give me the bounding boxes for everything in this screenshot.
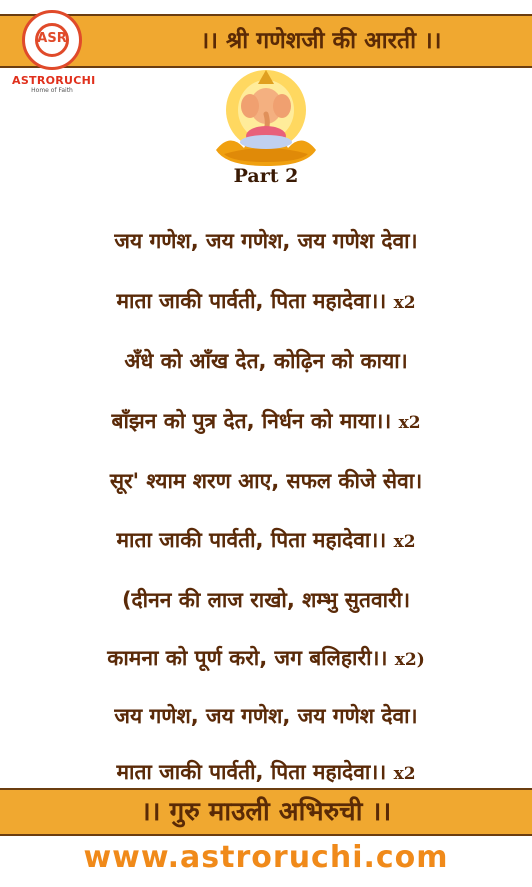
verse-line: [0, 407, 532, 435]
page-title: ।। श्री गणेशजी की आरती ।।: [200, 28, 442, 54]
verse-text: अँधे को आँख देत, कोढ़िन को काया।: [124, 349, 408, 373]
verse-text: कामना को पूर्ण करो, जग बलिहारी।।: [107, 646, 388, 670]
footer-banner: ।। गुरु माउली अभिरुची ।।: [0, 788, 532, 836]
logo-emblem-icon: [22, 10, 82, 70]
verse-line: [0, 586, 532, 614]
verse-line: [0, 347, 532, 375]
verse-line: [0, 526, 532, 554]
verse-line: [0, 287, 532, 315]
logo-tagline: Home of Faith: [31, 87, 73, 94]
verse-text: सूर' श्याम शरण आए, सफल कीजे सेवा।: [109, 469, 423, 493]
verse-text: माता जाकी पार्वती, पिता महादेवा।।: [116, 289, 387, 313]
logo-monogram: ASR: [37, 31, 67, 46]
verse-line: [0, 702, 532, 730]
verse-text: (दीनन की लाज राखो, शम्भु सुतवारी।: [121, 588, 411, 612]
ganesh-idol-icon: [210, 62, 322, 170]
repeat-marker: x2: [393, 293, 416, 313]
verse-line: [0, 758, 532, 786]
verse-text: जय गणेश, जय गणेश, जय गणेश देवा।: [114, 704, 418, 728]
verse-line: [0, 227, 532, 255]
repeat-marker: x2: [393, 764, 416, 784]
astroruchi-logo[interactable]: [12, 10, 96, 110]
repeat-marker: x2): [394, 650, 425, 670]
logo-name: ASTRORUCHI: [12, 74, 96, 87]
website-link[interactable]: www.astroruchi.com: [83, 840, 449, 875]
verse-text: माता जाकी पार्वती, पिता महादेवा।।: [116, 528, 387, 552]
verse-line: [0, 644, 532, 672]
verse-line: [0, 467, 532, 495]
repeat-marker: x2: [393, 532, 416, 552]
verse-text: माता जाकी पार्वती, पिता महादेवा।।: [116, 760, 387, 784]
repeat-marker: x2: [398, 413, 421, 433]
verse-text: बाँझन को पुत्र देत, निर्धन को माया।।: [111, 409, 392, 433]
verse-text: जय गणेश, जय गणेश, जय गणेश देवा।: [114, 229, 418, 253]
part-label: Part 2: [233, 165, 299, 187]
